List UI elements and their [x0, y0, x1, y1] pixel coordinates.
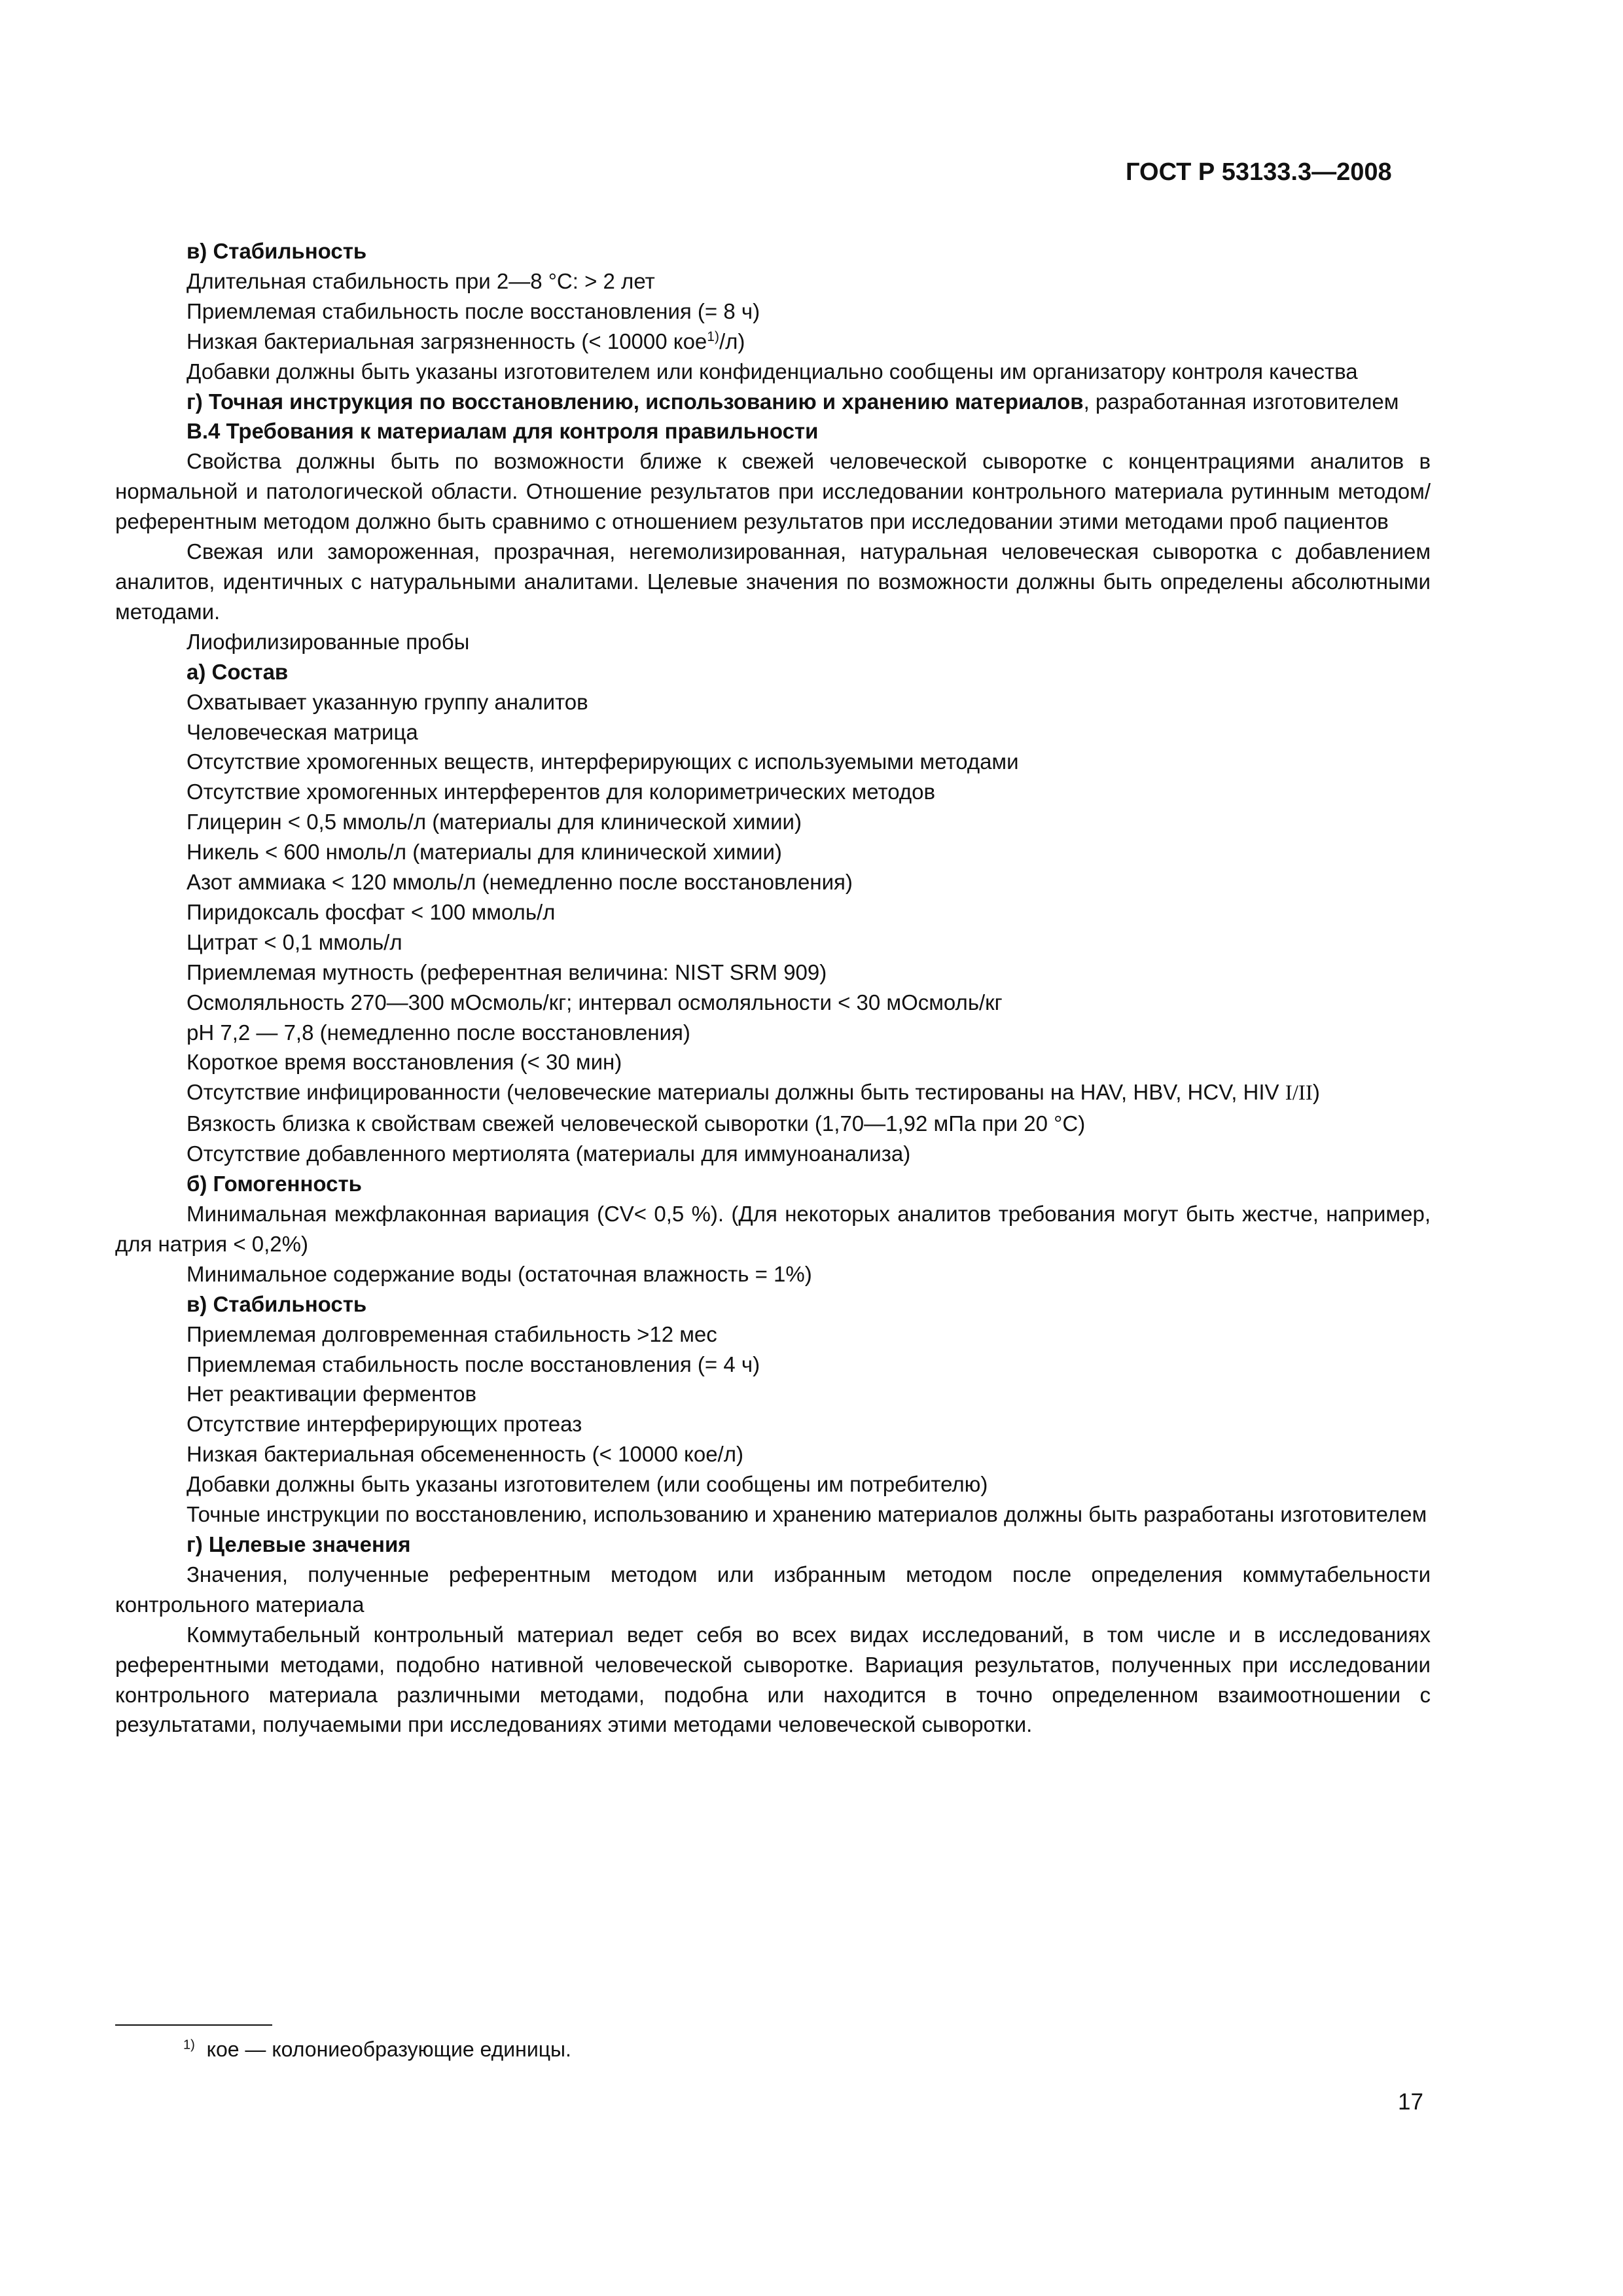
text-run: Низкая бактериальная загрязненность (< 10000 кое [187, 329, 707, 353]
footnote-ref: 1) [707, 329, 719, 344]
paragraph [115, 1259, 1431, 1289]
text-run: Свежая или замороженная, прозрачная, негемолизированная, натуральная человеческая сыворотка с добавлением аналитов, идентичных с натуральными аналитами. Целевые значения по возможности должны быть определены абсолютными методами. [115, 539, 1431, 624]
text-run: б) Гомогенность [187, 1172, 362, 1196]
section-heading [115, 657, 1431, 687]
text-run: Цитрат < 0,1 ммоль/л [187, 929, 402, 954]
text-run: Добавки должны быть указаны изготовителем или конфиденциально сообщены им организатору контроля качества [187, 359, 1358, 384]
text-run: Минимальное содержание воды (остаточная влажность = 1%) [187, 1261, 812, 1286]
text-run: pH 7,2 — 7,8 (немедленно после восстановления) [187, 1020, 690, 1045]
text-run: Отсутствие инфицированности (человеческие материалы должны быть тестированы на HAV, HBV, HCV, HIV [187, 1080, 1285, 1105]
paragraph [115, 687, 1431, 717]
paragraph [115, 1319, 1431, 1350]
text-run: Значения, полученные референтным методом или избранным методом после определения коммутабельности контрольного материала [115, 1562, 1431, 1617]
paragraph [115, 1620, 1431, 1740]
paragraph [115, 867, 1431, 897]
text-run: в) Стабильность [187, 239, 367, 263]
paragraph [115, 837, 1431, 867]
text-run: а) Состав [187, 659, 289, 684]
text-run: , разработанная изготовителем [1083, 389, 1399, 414]
paragraph [115, 1409, 1431, 1439]
paragraph [115, 1439, 1431, 1469]
text-run: Приемлемая стабильность после восстановления (= 8 ч) [187, 298, 760, 323]
paragraph [115, 1139, 1431, 1169]
text-run: Отсутствие хромогенных веществ, интерферирующих с используемыми методами [187, 749, 1019, 774]
text-run: Точные инструкции по восстановлению, использованию и хранению материалов должны быть разработаны изготовителем [187, 1502, 1427, 1527]
text-run: Добавки должны быть указаны изготовителем (или сообщены им потребителю) [187, 1472, 988, 1497]
paragraph [115, 1350, 1431, 1380]
paragraph [115, 777, 1431, 807]
footnote-separator [115, 2024, 272, 2026]
section-heading [115, 416, 1431, 446]
paragraph [115, 988, 1431, 1018]
paragraph [115, 1469, 1431, 1499]
text-run: Человеческая матрица [187, 719, 418, 744]
text-run: Минимальная межфлаконная вариация (CV< 0,5 %). (Для некоторых аналитов требования могут быть жестче, например, для натрия < 0,2%) [115, 1202, 1431, 1256]
paragraph [115, 927, 1431, 958]
paragraph [115, 958, 1431, 988]
paragraph [115, 1560, 1431, 1620]
text-run: в) Стабильность [187, 1291, 367, 1316]
text-run: г) Целевые значения [187, 1532, 411, 1556]
section-heading [115, 1530, 1431, 1560]
paragraph [115, 1077, 1431, 1109]
text-run: Глицерин < 0,5 ммоль/л (материалы для клинической химии) [187, 810, 802, 834]
paragraph [115, 807, 1431, 837]
text-run: Низкая бактериальная обсемененность (< 10000 кое/л) [187, 1442, 743, 1467]
text-run: ) [1312, 1080, 1320, 1105]
paragraph [115, 446, 1431, 537]
section-heading [115, 1169, 1431, 1199]
paragraph [115, 537, 1431, 627]
text-run: Коммутабельный контрольный материал ведет себя во всех видах исследований, в том числе и в исследованиях референтными методами, подобно нативной человеческой сыворотке. Вариация результатов, полученных при исследовании контрольного материала различными методами, подобна или находится в точно определенном взаимоотношении с результатами, получаемыми при исследованиях этими методами человеческой сыворотки. [115, 1622, 1431, 1737]
footnote-marker: 1) [183, 2037, 195, 2053]
paragraph [115, 1379, 1431, 1409]
text-run: Приемлемая стабильность после восстановления (= 4 ч) [187, 1352, 760, 1376]
paragraph [115, 627, 1431, 657]
text-run: Приемлемая мутность (референтная величина: NIST SRM 909) [187, 960, 827, 984]
text-run: Никель < 600 нмоль/л (материалы для клинической химии) [187, 840, 782, 865]
text-run: Пиридоксаль фосфат < 100 ммоль/л [187, 899, 556, 924]
paragraph [115, 266, 1431, 296]
text-run: Лиофилизированные пробы [187, 629, 470, 654]
text-run: Отсутствие добавленного мертиолята (материалы для иммуноанализа) [187, 1141, 911, 1166]
text-run: /л) [719, 329, 745, 353]
paragraph [115, 717, 1431, 747]
text-run: Отсутствие хромогенных интерферентов для колориметрических методов [187, 780, 935, 804]
paragraph [115, 1109, 1431, 1139]
paragraph [115, 747, 1431, 777]
section-heading [115, 1289, 1431, 1319]
text-run: Вязкость близка к свойствам свежей человеческой сыворотки (1,70—1,92 мПа при 20 °С) [187, 1111, 1086, 1136]
paragraph [115, 1018, 1431, 1048]
text-run: В.4 Требования к материалам для контроля правильности [187, 419, 819, 444]
paragraph [115, 1047, 1431, 1077]
text-run: Свойства должны быть по возможности ближе к свежей человеческой сыворотке с концентрациями аналитов в нормальной и патологической области. Отношение результатов при исследовании контрольного материала рутинным методом/ референтным методом должно быть сравнимо с отношением результатов при исследовании этими методами проб пациентов [115, 449, 1431, 534]
paragraph [115, 1499, 1431, 1530]
page-number: 17 [1398, 2089, 1423, 2115]
document-header: ГОСТ Р 53133.3—2008 [1126, 158, 1392, 186]
text-run: Отсутствие интерферирующих протеаз [187, 1412, 582, 1437]
text-run: Приемлемая долговременная стабильность >12 мес [187, 1321, 717, 1346]
paragraph [115, 327, 1431, 357]
text-run: I/II [1285, 1081, 1313, 1105]
text-run: Осмоляльность 270—300 мОсмоль/кг; интервал осмоляльности < 30 мОсмоль/кг [187, 990, 1003, 1014]
paragraph [115, 897, 1431, 927]
paragraph [115, 1199, 1431, 1259]
text-run: Азот аммиака < 120 ммоль/л (немедленно после восстановления) [187, 870, 853, 895]
text-run: Охватывает указанную группу аналитов [187, 689, 588, 714]
text-run: г) Точная инструкция по восстановлению, использованию и хранению материалов [187, 389, 1084, 414]
section-heading [115, 236, 1431, 266]
text-run: Нет реактивации ферментов [187, 1382, 476, 1407]
paragraph [115, 357, 1431, 387]
text-run: Длительная стабильность при 2—8 °С: > 2 лет [187, 268, 655, 293]
paragraph [115, 296, 1431, 327]
document-body [115, 236, 1431, 1740]
footnote-text: кое — колониеобразующие единицы. [206, 2037, 571, 2061]
text-run: Короткое время восстановления (< 30 мин) [187, 1050, 622, 1075]
footnote [183, 2037, 571, 2062]
paragraph [115, 387, 1431, 417]
